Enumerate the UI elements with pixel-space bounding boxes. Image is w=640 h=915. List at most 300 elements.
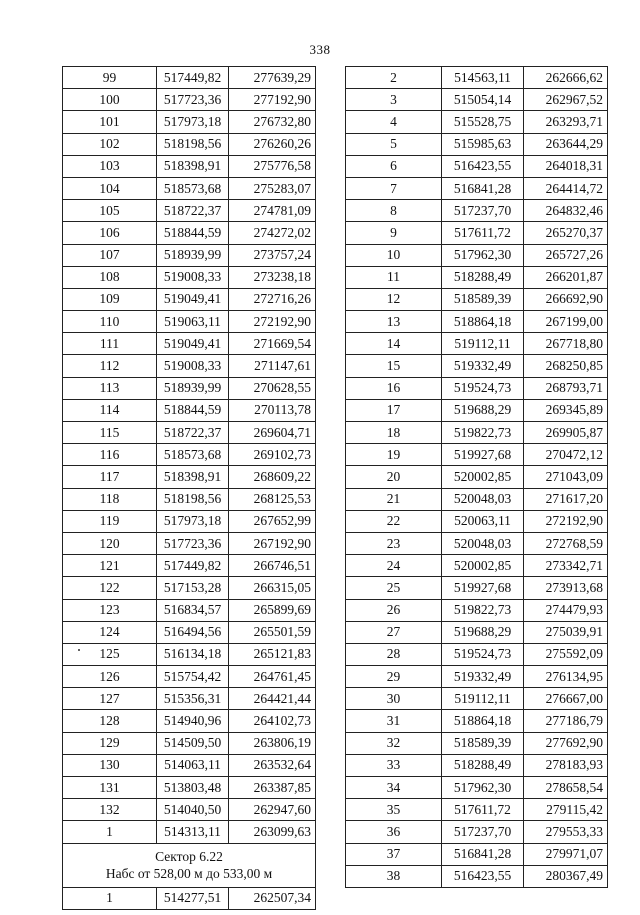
y-coordinate: 265899,69 <box>229 599 316 621</box>
table-row <box>346 532 608 554</box>
y-coordinate: 276732,80 <box>229 111 316 133</box>
x-coordinate: 517723,36 <box>157 532 229 554</box>
point-number: 24 <box>346 555 442 577</box>
point-number: 131 <box>63 777 157 799</box>
point-number: 30 <box>346 688 442 710</box>
table-row <box>63 133 316 155</box>
x-coordinate: 516134,18 <box>157 643 229 665</box>
y-coordinate: 264018,31 <box>524 155 608 177</box>
point-number: 34 <box>346 777 442 799</box>
x-coordinate: 520048,03 <box>442 532 524 554</box>
x-coordinate: 518939,99 <box>157 244 229 266</box>
y-coordinate: 274479,93 <box>524 599 608 621</box>
point-number: 15 <box>346 355 442 377</box>
table-row <box>346 155 608 177</box>
y-coordinate: 276134,95 <box>524 666 608 688</box>
point-number: 115 <box>63 422 157 444</box>
y-coordinate: 264421,44 <box>229 688 316 710</box>
y-coordinate: 277192,90 <box>229 89 316 111</box>
table-row <box>63 422 316 444</box>
y-coordinate: 274272,02 <box>229 222 316 244</box>
x-coordinate: 518288,49 <box>442 754 524 776</box>
table-row <box>346 843 608 865</box>
x-coordinate: 518864,18 <box>442 710 524 732</box>
table-row <box>63 532 316 554</box>
table-row <box>63 666 316 688</box>
table-row <box>346 555 608 577</box>
table-row <box>346 754 608 776</box>
y-coordinate: 265121,83 <box>229 643 316 665</box>
table-row <box>346 244 608 266</box>
x-coordinate: 519049,41 <box>157 333 229 355</box>
point-number: 106 <box>63 222 157 244</box>
table-row <box>63 488 316 510</box>
point-number: 105 <box>63 200 157 222</box>
x-coordinate: 518198,56 <box>157 133 229 155</box>
x-coordinate: 516423,55 <box>442 865 524 887</box>
x-coordinate: 519332,49 <box>442 355 524 377</box>
point-number: 13 <box>346 311 442 333</box>
table-row <box>63 777 316 799</box>
x-coordinate: 514063,11 <box>157 754 229 776</box>
page-number: 338 <box>309 42 331 57</box>
table-row <box>346 488 608 510</box>
y-coordinate: 263387,85 <box>229 777 316 799</box>
y-coordinate: 272192,90 <box>229 311 316 333</box>
point-number: 121 <box>63 555 157 577</box>
table-row <box>346 621 608 643</box>
table-row <box>346 355 608 377</box>
table-row <box>63 555 316 577</box>
point-number: 22 <box>346 510 442 532</box>
x-coordinate: 518844,59 <box>157 222 229 244</box>
coordinates-table-right <box>345 66 608 888</box>
table-row <box>346 133 608 155</box>
x-coordinate: 519688,29 <box>442 399 524 421</box>
table-row <box>63 799 316 821</box>
y-coordinate: 262967,52 <box>524 89 608 111</box>
y-coordinate: 269345,89 <box>524 399 608 421</box>
y-coordinate: 272192,90 <box>524 510 608 532</box>
sector-header <box>63 843 316 887</box>
y-coordinate: 272716,26 <box>229 288 316 310</box>
x-coordinate: 517962,30 <box>442 777 524 799</box>
table-row <box>63 643 316 665</box>
y-coordinate: 274781,09 <box>229 200 316 222</box>
point-number: 6 <box>346 155 442 177</box>
table-row <box>346 777 608 799</box>
point-number: 113 <box>63 377 157 399</box>
y-coordinate: 264832,46 <box>524 200 608 222</box>
y-coordinate: 273757,24 <box>229 244 316 266</box>
point-number: 102 <box>63 133 157 155</box>
table-row <box>346 666 608 688</box>
point-number: 12 <box>346 288 442 310</box>
table-row <box>346 466 608 488</box>
x-coordinate: 514313,11 <box>157 821 229 843</box>
y-coordinate: 263806,19 <box>229 732 316 754</box>
y-coordinate: 275283,07 <box>229 177 316 199</box>
x-coordinate: 519332,49 <box>442 666 524 688</box>
x-coordinate: 518864,18 <box>442 311 524 333</box>
x-coordinate: 518573,68 <box>157 177 229 199</box>
y-coordinate: 268125,53 <box>229 488 316 510</box>
x-coordinate: 515356,31 <box>157 688 229 710</box>
table-row <box>346 200 608 222</box>
table-row <box>63 222 316 244</box>
x-coordinate: 515528,75 <box>442 111 524 133</box>
x-coordinate: 519822,73 <box>442 422 524 444</box>
y-coordinate: 272768,59 <box>524 532 608 554</box>
y-coordinate: 270628,55 <box>229 377 316 399</box>
point-number: 1 <box>63 887 157 909</box>
x-coordinate: 518398,91 <box>157 155 229 177</box>
y-coordinate: 273913,68 <box>524 577 608 599</box>
point-number: 101 <box>63 111 157 133</box>
y-coordinate: 268250,85 <box>524 355 608 377</box>
table-row <box>346 422 608 444</box>
point-number: 5 <box>346 133 442 155</box>
x-coordinate: 517611,72 <box>442 799 524 821</box>
point-number: 26 <box>346 599 442 621</box>
table-row <box>63 333 316 355</box>
point-number: 120 <box>63 532 157 554</box>
x-coordinate: 517449,82 <box>157 555 229 577</box>
x-coordinate: 519063,11 <box>157 311 229 333</box>
point-number: 33 <box>346 754 442 776</box>
table-row <box>63 577 316 599</box>
point-number: 132 <box>63 799 157 821</box>
y-coordinate: 278658,54 <box>524 777 608 799</box>
y-coordinate: 263099,63 <box>229 821 316 843</box>
y-coordinate: 275776,58 <box>229 155 316 177</box>
table-row <box>346 67 608 89</box>
point-number: 10 <box>346 244 442 266</box>
y-coordinate: 268609,22 <box>229 466 316 488</box>
table-row <box>346 599 608 621</box>
point-number: 7 <box>346 177 442 199</box>
y-coordinate: 275592,09 <box>524 643 608 665</box>
y-coordinate: 266201,87 <box>524 266 608 288</box>
x-coordinate: 517611,72 <box>442 222 524 244</box>
point-number: 35 <box>346 799 442 821</box>
y-coordinate: 262947,60 <box>229 799 316 821</box>
y-coordinate: 263532,64 <box>229 754 316 776</box>
x-coordinate: 519008,33 <box>157 355 229 377</box>
point-number: 109 <box>63 288 157 310</box>
table-row <box>346 333 608 355</box>
point-number: 103 <box>63 155 157 177</box>
x-coordinate: 518939,99 <box>157 377 229 399</box>
point-number: 112 <box>63 355 157 377</box>
table-row <box>346 732 608 754</box>
y-coordinate: 269604,71 <box>229 422 316 444</box>
table-row <box>63 111 316 133</box>
table-row <box>63 887 316 909</box>
point-number: 1 <box>63 821 157 843</box>
x-coordinate: 515054,14 <box>442 89 524 111</box>
y-coordinate: 263644,29 <box>524 133 608 155</box>
table-row <box>346 399 608 421</box>
table-row <box>346 510 608 532</box>
x-coordinate: 520002,85 <box>442 555 524 577</box>
point-number: 118 <box>63 488 157 510</box>
y-coordinate: 277186,79 <box>524 710 608 732</box>
table-row <box>346 266 608 288</box>
table-row <box>63 355 316 377</box>
y-coordinate: 267718,80 <box>524 333 608 355</box>
y-coordinate: 266315,05 <box>229 577 316 599</box>
y-coordinate: 275039,91 <box>524 621 608 643</box>
x-coordinate: 516494,56 <box>157 621 229 643</box>
table-row <box>346 288 608 310</box>
y-coordinate: 269905,87 <box>524 422 608 444</box>
table-row <box>346 865 608 887</box>
y-coordinate: 279553,33 <box>524 821 608 843</box>
y-coordinate: 264761,45 <box>229 666 316 688</box>
point-number: 31 <box>346 710 442 732</box>
point-number: 17 <box>346 399 442 421</box>
sector-elevation-range: Набс от 528,00 м до 533,00 м <box>105 866 273 882</box>
y-coordinate: 271043,09 <box>524 466 608 488</box>
table-row <box>63 288 316 310</box>
table-row <box>63 155 316 177</box>
point-number: 130 <box>63 754 157 776</box>
x-coordinate: 517723,36 <box>157 89 229 111</box>
point-number: 20 <box>346 466 442 488</box>
table-row <box>63 67 316 89</box>
x-coordinate: 519927,68 <box>442 444 524 466</box>
x-coordinate: 517973,18 <box>157 111 229 133</box>
x-coordinate: 516423,55 <box>442 155 524 177</box>
x-coordinate: 519112,11 <box>442 688 524 710</box>
x-coordinate: 519927,68 <box>442 577 524 599</box>
point-number: 129 <box>63 732 157 754</box>
y-coordinate: 265727,26 <box>524 244 608 266</box>
y-coordinate: 271147,61 <box>229 355 316 377</box>
point-number: 114 <box>63 399 157 421</box>
table-row <box>346 177 608 199</box>
y-coordinate: 267652,99 <box>229 510 316 532</box>
point-number: 25 <box>346 577 442 599</box>
sector-title: Сектор 6.22 <box>155 849 223 865</box>
table-row <box>63 444 316 466</box>
point-number: 29 <box>346 666 442 688</box>
point-number: 23 <box>346 532 442 554</box>
point-number: 19 <box>346 444 442 466</box>
x-coordinate: 518288,49 <box>442 266 524 288</box>
y-coordinate: 265270,37 <box>524 222 608 244</box>
y-coordinate: 278183,93 <box>524 754 608 776</box>
y-coordinate: 267199,00 <box>524 311 608 333</box>
y-coordinate: 271669,54 <box>229 333 316 355</box>
table-row <box>63 399 316 421</box>
y-coordinate: 267192,90 <box>229 532 316 554</box>
x-coordinate: 517962,30 <box>442 244 524 266</box>
point-number: 116 <box>63 444 157 466</box>
table-row <box>346 89 608 111</box>
y-coordinate: 266746,51 <box>229 555 316 577</box>
x-coordinate: 520002,85 <box>442 466 524 488</box>
point-number: 123 <box>63 599 157 621</box>
point-number: 119 <box>63 510 157 532</box>
scan-artifact-dot <box>78 649 80 651</box>
x-coordinate: 517237,70 <box>442 821 524 843</box>
table-row <box>346 111 608 133</box>
y-coordinate: 279115,42 <box>524 799 608 821</box>
point-number: 9 <box>346 222 442 244</box>
table-row <box>63 710 316 732</box>
point-number: 108 <box>63 266 157 288</box>
table-row <box>346 710 608 732</box>
coordinates-table-left <box>62 66 316 910</box>
x-coordinate: 516834,57 <box>157 599 229 621</box>
point-number: 125 <box>63 643 157 665</box>
table-row <box>63 244 316 266</box>
table-row <box>346 643 608 665</box>
point-number: 122 <box>63 577 157 599</box>
table-row <box>346 821 608 843</box>
table-row <box>63 821 316 843</box>
table-row <box>63 510 316 532</box>
point-number: 128 <box>63 710 157 732</box>
table-row <box>63 311 316 333</box>
x-coordinate: 518573,68 <box>157 444 229 466</box>
point-number: 28 <box>346 643 442 665</box>
point-number: 100 <box>63 89 157 111</box>
x-coordinate: 519524,73 <box>442 377 524 399</box>
x-coordinate: 520048,03 <box>442 488 524 510</box>
point-number: 14 <box>346 333 442 355</box>
point-number: 16 <box>346 377 442 399</box>
x-coordinate: 518722,37 <box>157 422 229 444</box>
table-row <box>63 732 316 754</box>
point-number: 117 <box>63 466 157 488</box>
x-coordinate: 514563,11 <box>442 67 524 89</box>
table-row <box>63 466 316 488</box>
point-number: 3 <box>346 89 442 111</box>
x-coordinate: 515985,63 <box>442 133 524 155</box>
y-coordinate: 276667,00 <box>524 688 608 710</box>
table-row <box>346 688 608 710</box>
x-coordinate: 519008,33 <box>157 266 229 288</box>
x-coordinate: 517449,82 <box>157 67 229 89</box>
y-coordinate: 273342,71 <box>524 555 608 577</box>
y-coordinate: 269102,73 <box>229 444 316 466</box>
table-row <box>346 444 608 466</box>
y-coordinate: 268793,71 <box>524 377 608 399</box>
point-number: 104 <box>63 177 157 199</box>
x-coordinate: 517153,28 <box>157 577 229 599</box>
table-row <box>346 311 608 333</box>
point-number: 111 <box>63 333 157 355</box>
table-row <box>63 266 316 288</box>
x-coordinate: 518589,39 <box>442 288 524 310</box>
y-coordinate: 280367,49 <box>524 865 608 887</box>
point-number: 32 <box>346 732 442 754</box>
x-coordinate: 518589,39 <box>442 732 524 754</box>
x-coordinate: 514509,50 <box>157 732 229 754</box>
x-coordinate: 519112,11 <box>442 333 524 355</box>
y-coordinate: 266692,90 <box>524 288 608 310</box>
x-coordinate: 519524,73 <box>442 643 524 665</box>
point-number: 27 <box>346 621 442 643</box>
sector-header-row <box>63 843 316 887</box>
x-coordinate: 514040,50 <box>157 799 229 821</box>
point-number: 110 <box>63 311 157 333</box>
y-coordinate: 262666,62 <box>524 67 608 89</box>
y-coordinate: 277692,90 <box>524 732 608 754</box>
point-number: 126 <box>63 666 157 688</box>
point-number: 36 <box>346 821 442 843</box>
table-row <box>346 222 608 244</box>
y-coordinate: 264414,72 <box>524 177 608 199</box>
x-coordinate: 517973,18 <box>157 510 229 532</box>
point-number: 11 <box>346 266 442 288</box>
y-coordinate: 270472,12 <box>524 444 608 466</box>
x-coordinate: 513803,48 <box>157 777 229 799</box>
x-coordinate: 519688,29 <box>442 621 524 643</box>
table-row <box>346 377 608 399</box>
y-coordinate: 270113,78 <box>229 399 316 421</box>
table-row <box>346 799 608 821</box>
point-number: 2 <box>346 67 442 89</box>
x-coordinate: 518398,91 <box>157 466 229 488</box>
y-coordinate: 279971,07 <box>524 843 608 865</box>
y-coordinate: 277639,29 <box>229 67 316 89</box>
point-number: 127 <box>63 688 157 710</box>
x-coordinate: 516841,28 <box>442 177 524 199</box>
y-coordinate: 264102,73 <box>229 710 316 732</box>
y-coordinate: 271617,20 <box>524 488 608 510</box>
y-coordinate: 263293,71 <box>524 111 608 133</box>
point-number: 8 <box>346 200 442 222</box>
point-number: 37 <box>346 843 442 865</box>
table-row <box>346 577 608 599</box>
x-coordinate: 518844,59 <box>157 399 229 421</box>
x-coordinate: 516841,28 <box>442 843 524 865</box>
point-number: 38 <box>346 865 442 887</box>
table-row <box>63 599 316 621</box>
x-coordinate: 514277,51 <box>157 887 229 909</box>
point-number: 107 <box>63 244 157 266</box>
x-coordinate: 515754,42 <box>157 666 229 688</box>
point-number: 4 <box>346 111 442 133</box>
point-number: 99 <box>63 67 157 89</box>
x-coordinate: 520063,11 <box>442 510 524 532</box>
x-coordinate: 518722,37 <box>157 200 229 222</box>
x-coordinate: 517237,70 <box>442 200 524 222</box>
table-row <box>63 754 316 776</box>
x-coordinate: 518198,56 <box>157 488 229 510</box>
table-row <box>63 200 316 222</box>
point-number: 124 <box>63 621 157 643</box>
y-coordinate: 265501,59 <box>229 621 316 643</box>
y-coordinate: 273238,18 <box>229 266 316 288</box>
table-row <box>63 89 316 111</box>
x-coordinate: 514940,96 <box>157 710 229 732</box>
y-coordinate: 276260,26 <box>229 133 316 155</box>
x-coordinate: 519049,41 <box>157 288 229 310</box>
point-number: 21 <box>346 488 442 510</box>
table-row <box>63 377 316 399</box>
table-row <box>63 688 316 710</box>
y-coordinate: 262507,34 <box>229 887 316 909</box>
x-coordinate: 519822,73 <box>442 599 524 621</box>
table-row <box>63 177 316 199</box>
point-number: 18 <box>346 422 442 444</box>
table-row <box>63 621 316 643</box>
